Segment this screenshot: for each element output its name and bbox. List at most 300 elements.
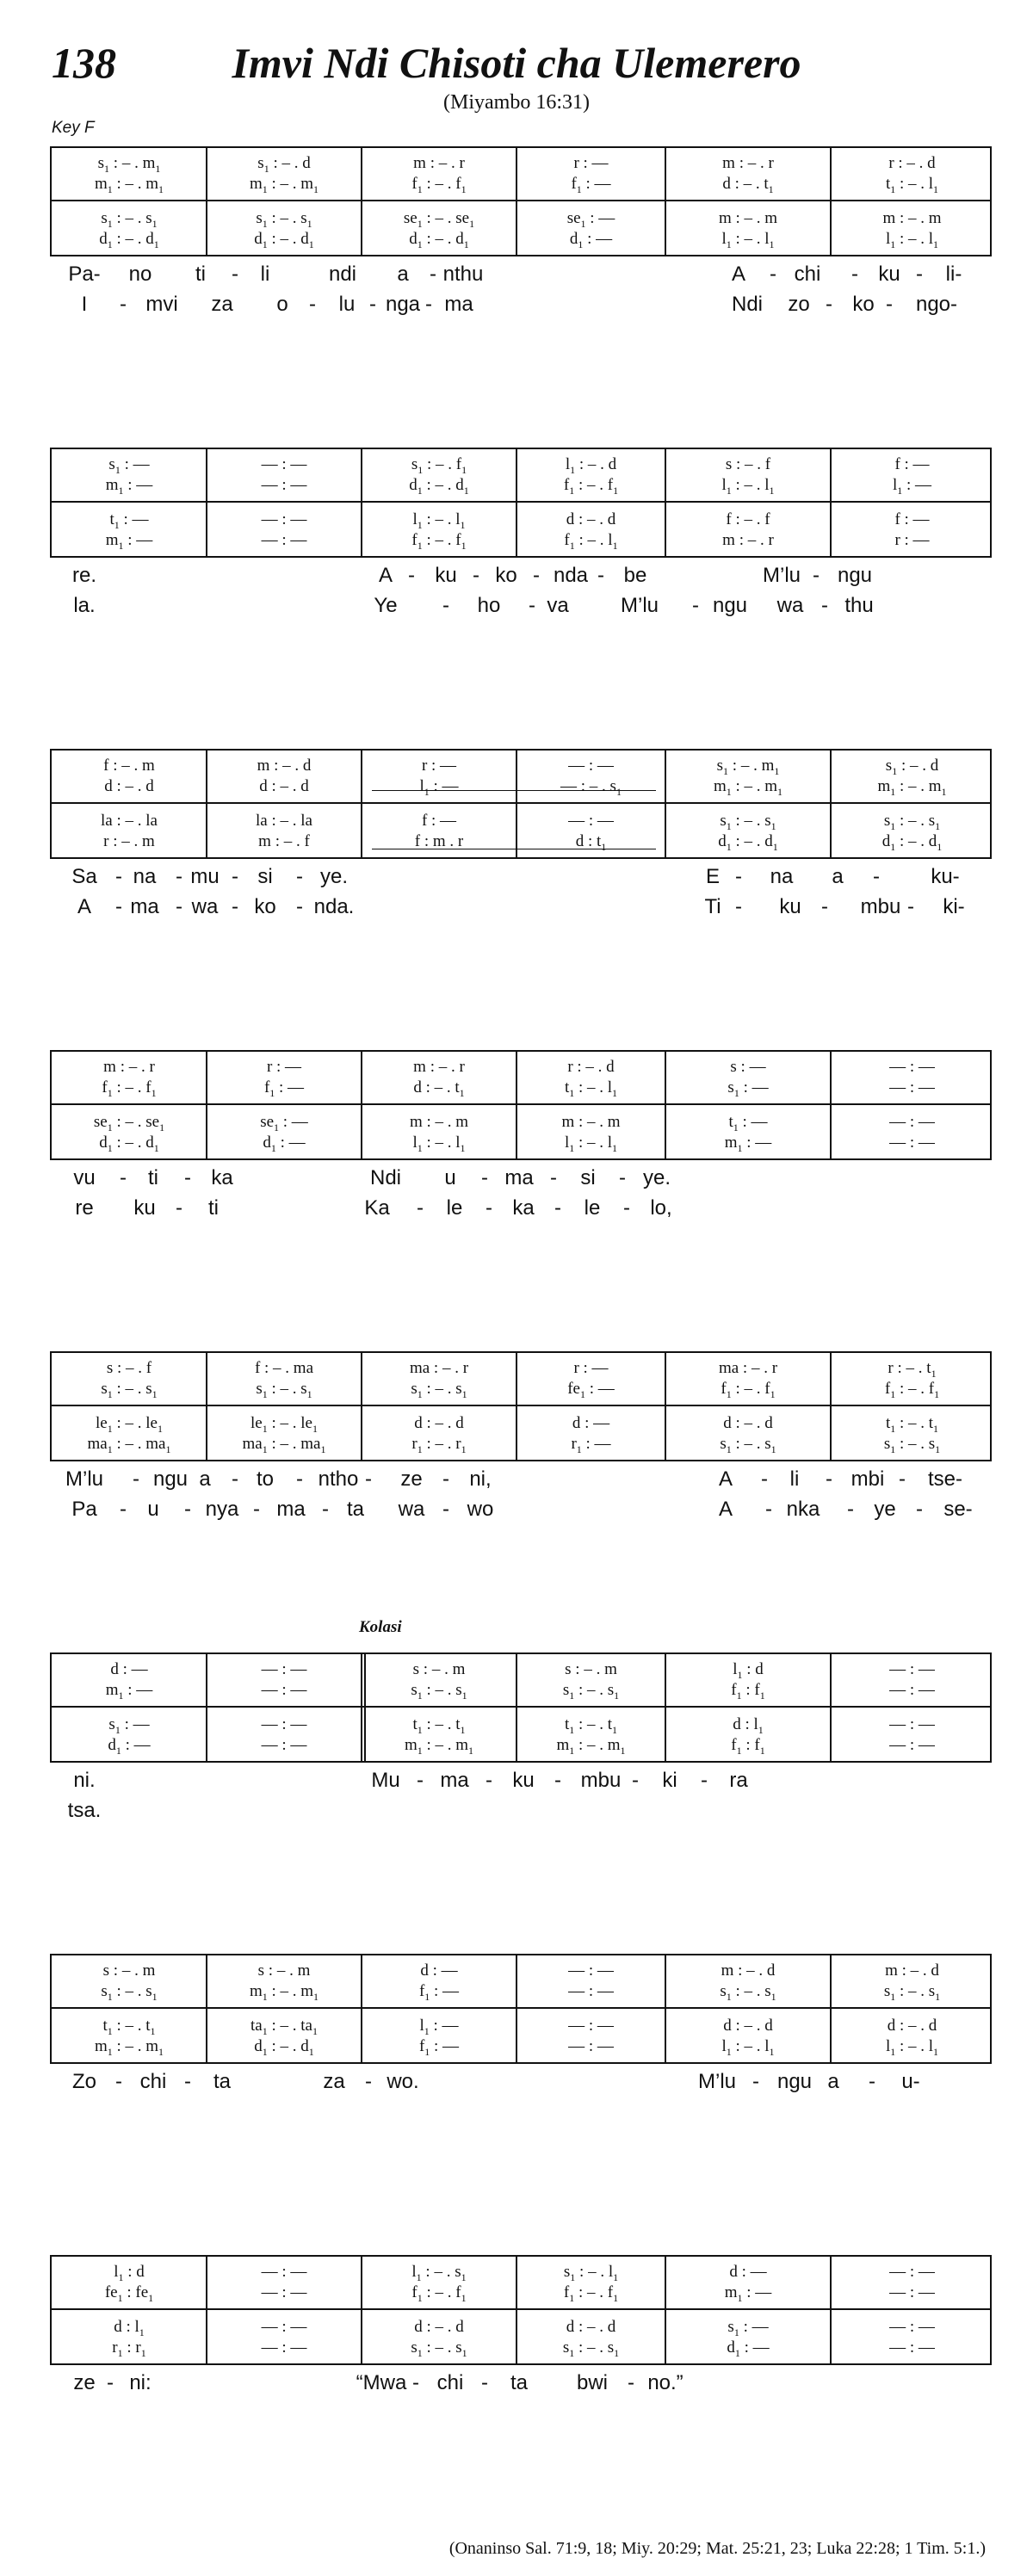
treble-stave [52, 1052, 990, 1105]
measure [665, 2011, 831, 2062]
lyric-syllable: a [397, 263, 409, 286]
hymn-title: Imvi Ndi Chisoti cha Ulemerero [232, 39, 801, 87]
syllable-hyphen: - [232, 263, 238, 286]
tenor-notes: d : $l_1$ [114, 2318, 145, 2338]
syllable-hyphen: - [821, 895, 828, 918]
lyric-syllable: ma [276, 1498, 306, 1521]
lyric-syllable: nya [205, 1498, 239, 1521]
lyric-syllable: wa [191, 895, 219, 918]
lyric-syllable: M’lu [620, 594, 659, 617]
soprano-notes: — : — [568, 757, 614, 775]
lyric-syllable: A [77, 895, 92, 918]
measure [362, 1052, 516, 1103]
lyric-syllable: ku [512, 1769, 535, 1792]
lyric-syllable: se- [943, 1498, 973, 1521]
tenor-notes: — : — [261, 2318, 307, 2336]
bass-notes: $l_1$ : – . $l_1$ [564, 1134, 618, 1154]
bass-stave [52, 504, 990, 556]
syllable-hyphen: - [442, 1498, 449, 1521]
lyric-syllable: na [133, 865, 157, 888]
lyric-syllable: ma [444, 293, 473, 316]
lyric-line-1 [50, 865, 992, 891]
lyric-syllable: ni, [469, 1467, 492, 1491]
measure [665, 751, 831, 802]
soprano-notes: d : — [110, 1660, 148, 1678]
tenor-notes: $s_1$ : – . $s_1$ [720, 812, 776, 832]
syllable-hyphen: - [322, 1498, 329, 1521]
music-system-5 [50, 1351, 992, 1461]
alto-notes: $fe_1$ : — [567, 1380, 615, 1400]
soprano-notes: d : — [729, 2263, 767, 2281]
soprano-notes: s : – . m [102, 1961, 156, 1980]
lyric-syllable: wo [467, 1498, 494, 1521]
lyric-syllable: o [276, 293, 288, 316]
measure [52, 1709, 207, 1761]
alto-notes: $f_1$ : – . $f_1$ [563, 476, 619, 497]
bass-notes: $m_1$ : – . $m_1$ [404, 1736, 474, 1757]
measure [207, 1353, 362, 1405]
alto-notes: — : — [261, 1681, 307, 1699]
tenor-notes: — : — [261, 510, 307, 528]
bass-notes: $l_1$ : – . $l_1$ [721, 230, 775, 250]
barline [361, 148, 362, 255]
soprano-notes: m : – . d [885, 1961, 939, 1980]
measure [207, 1709, 362, 1761]
lyric-syllable: Ye [374, 594, 398, 617]
lyric-line-2 [50, 1799, 992, 1825]
syllable-hyphen: - [813, 564, 820, 587]
bass-notes: $f_1$ : $f_1$ [731, 1736, 765, 1757]
lyric-line-2 [50, 895, 992, 921]
tenor-notes: — : — [568, 812, 614, 830]
syllable-hyphen: - [107, 2371, 114, 2394]
measure [516, 1353, 665, 1405]
barline [361, 751, 362, 857]
alto-notes: $f_1$ : $f_1$ [731, 1681, 765, 1702]
barline [665, 1654, 666, 1761]
tenor-notes: la : – . la [256, 812, 312, 830]
measure [665, 1408, 831, 1460]
tie-line [372, 790, 656, 791]
lyric-syllable: mu [190, 865, 220, 888]
tenor-notes: d : – . d [566, 510, 616, 528]
tenor-notes: d : – . d [723, 1414, 773, 1432]
soprano-notes: s : – . f [106, 1359, 152, 1377]
lyric-syllable: u- [901, 2070, 920, 2093]
bass-notes: m : – . r [722, 531, 774, 549]
measure [52, 1353, 207, 1405]
lyric-syllable: ku [779, 895, 801, 918]
measure [516, 1408, 665, 1460]
tenor-notes: d : — [572, 1414, 610, 1432]
measure [665, 1654, 831, 1706]
soprano-notes: r : — [573, 1359, 609, 1377]
measure [831, 1654, 993, 1706]
bass-notes: $f_1$ : — [418, 2037, 460, 2058]
soprano-notes: m : – . r [722, 154, 774, 172]
alto-notes: $s_1$ : – . $s_1$ [720, 1982, 776, 2003]
tenor-notes: $t_1$ : – . $t_1$ [102, 2017, 156, 2037]
measure [362, 751, 516, 802]
soprano-notes: f : – . ma [254, 1359, 314, 1377]
measure [52, 1408, 207, 1460]
syllable-hyphen: - [473, 564, 479, 587]
soprano-notes: — : — [889, 2263, 935, 2281]
lyric-syllable: E [705, 865, 721, 888]
lyric-syllable: tse- [927, 1467, 963, 1491]
measure [52, 1955, 207, 2007]
treble-stave [52, 449, 990, 503]
lyric-syllable: no [128, 263, 152, 286]
measure [362, 2312, 516, 2363]
lyric-syllable: ma [130, 895, 159, 918]
lyric-syllable: ni. [73, 1769, 96, 1792]
alto-notes: $s_1$ : – . $s_1$ [883, 1982, 941, 2003]
bass-stave [52, 1408, 990, 1460]
lyric-syllable: I [81, 293, 88, 316]
measure [516, 1955, 665, 2007]
lyric-syllable: ti [148, 1166, 158, 1189]
lyric-line-2 [50, 1196, 992, 1222]
measure [207, 148, 362, 200]
syllable-hyphen: - [826, 1467, 832, 1491]
tenor-notes: m : – . m [718, 209, 778, 227]
measure [207, 203, 362, 255]
alto-notes: — : — [889, 1078, 935, 1096]
alto-notes: $f_1$ : – . $f_1$ [411, 175, 467, 195]
barline [665, 1052, 666, 1158]
measure [831, 203, 993, 255]
syllable-hyphen: - [120, 1166, 127, 1189]
measure [52, 203, 207, 255]
soprano-notes: $s_1$ : – . d [885, 757, 939, 777]
syllable-hyphen: - [232, 865, 238, 888]
lyric-syllable: va [547, 594, 569, 617]
syllable-hyphen: - [425, 293, 432, 316]
alto-notes: $f_1$ : — [571, 175, 611, 195]
measure [52, 504, 207, 556]
lyric-syllable: ti [195, 263, 206, 286]
lyric-syllable: ra [729, 1769, 748, 1792]
lyric-syllable: ngu [152, 1467, 189, 1491]
soprano-notes: s : – . f [725, 455, 771, 473]
lyric-syllable: nda. [313, 895, 355, 918]
barline [830, 1353, 832, 1460]
syllable-hyphen: - [869, 2070, 875, 2093]
lyric-syllable: re. [71, 564, 97, 587]
measure [362, 2011, 516, 2062]
treble-stave [52, 1654, 990, 1708]
lyric-syllable: a [827, 2070, 839, 2093]
barline [206, 148, 207, 255]
measure [665, 2257, 831, 2308]
soprano-notes: — : — [261, 1660, 307, 1678]
measure [665, 1353, 831, 1405]
lyric-syllable: Pa [71, 1498, 97, 1521]
syllable-hyphen: - [184, 2070, 191, 2093]
barline [361, 1052, 362, 1158]
alto-notes: $f_1$ : — [418, 1982, 460, 2003]
tenor-notes: $t_1$ : — [728, 1113, 768, 1134]
bass-notes: — : — [261, 2338, 307, 2357]
soprano-notes: d : — [420, 1961, 458, 1980]
syllable-hyphen: - [481, 2371, 488, 2394]
barline [665, 1353, 666, 1460]
lyric-line-1 [50, 1769, 992, 1795]
tenor-notes: $ta_1$ : – . $ta_1$ [251, 2017, 318, 2037]
syllable-hyphen: - [735, 895, 742, 918]
bass-notes: $r_1$ : — [571, 1435, 611, 1455]
bass-notes: $l_1$ : – . $l_1$ [885, 230, 939, 250]
soprano-notes: r : – . d [567, 1058, 615, 1076]
alto-notes: $f_1$ : — [263, 1078, 305, 1099]
alto-notes: d : – . $t_1$ [413, 1078, 465, 1099]
measure [362, 1955, 516, 2007]
lyric-syllable: chi [794, 263, 821, 286]
barline [206, 1654, 207, 1761]
measure [207, 504, 362, 556]
bass-notes: — : — [568, 2037, 614, 2055]
measure [516, 751, 665, 802]
music-system-6 [50, 1652, 992, 1763]
tenor-notes: $se_1$ : – . $se_1$ [93, 1113, 165, 1134]
lyric-line-2 [50, 1498, 992, 1523]
measure [362, 148, 516, 200]
lyric-syllable: la. [73, 594, 96, 617]
syllable-hyphen: - [408, 564, 415, 587]
measure [516, 1052, 665, 1103]
lyric-syllable: Sa [71, 865, 97, 888]
alto-notes: $m_1$ : — [105, 476, 153, 497]
soprano-notes: $l_1$ : d [114, 2263, 145, 2283]
lyric-syllable: M’lu [65, 1467, 104, 1491]
alto-notes: $m_1$ : – . $m_1$ [94, 175, 164, 195]
tenor-notes: $le_1$ : – . $le_1$ [251, 1414, 318, 1435]
lyric-syllable: re [75, 1196, 94, 1220]
barline [830, 1654, 832, 1761]
lyric-syllable: li- [945, 263, 962, 286]
lyric-syllable: to [256, 1467, 275, 1491]
lyric-syllable: no.” [647, 2371, 684, 2394]
syllable-hyphen: - [761, 1467, 768, 1491]
soprano-notes: m : – . r [413, 154, 465, 172]
syllable-hyphen: - [232, 895, 238, 918]
alto-notes: $l_1$ : — [419, 777, 459, 798]
measure [831, 1353, 993, 1405]
measure [665, 2312, 831, 2363]
syllable-hyphen: - [550, 1166, 557, 1189]
soprano-notes: r : — [573, 154, 609, 172]
tenor-notes: m : – . m [882, 209, 942, 227]
lyric-syllable: bwi [576, 2371, 609, 2394]
measure [831, 449, 993, 501]
tenor-notes: $s_1$ : – . $s_1$ [883, 812, 941, 832]
syllable-hyphen: - [554, 1196, 561, 1220]
lyric-syllable: mvi [145, 293, 178, 316]
syllable-hyphen: - [529, 594, 535, 617]
lyric-syllable: ze [400, 1467, 423, 1491]
measure [831, 504, 993, 556]
tenor-notes: $se_1$ : — [566, 209, 615, 230]
alto-notes: $t_1$ : – . $l_1$ [885, 175, 939, 195]
measure [207, 1408, 362, 1460]
alto-notes: $m_1$ : — [724, 2283, 772, 2304]
bass-stave [52, 2312, 990, 2363]
syllable-hyphen: - [309, 293, 316, 316]
lyric-syllable: za [211, 293, 233, 316]
alto-notes: $t_1$ : – . $l_1$ [564, 1078, 618, 1099]
lyric-syllable: u [147, 1498, 159, 1521]
barline [516, 449, 517, 556]
alto-notes: — : — [261, 2283, 307, 2301]
music-system-4 [50, 1050, 992, 1160]
alto-notes: $l_1$ : — [892, 476, 932, 497]
bass-notes: $s_1$ : – . $s_1$ [883, 1435, 941, 1455]
syllable-hyphen: - [296, 895, 303, 918]
measure [362, 1353, 516, 1405]
barline [665, 751, 666, 857]
measure [516, 2257, 665, 2308]
lyric-syllable: “Mwa [356, 2371, 407, 2394]
barline [361, 449, 362, 556]
syllable-hyphen: - [554, 1769, 561, 1792]
measure [665, 1955, 831, 2007]
tenor-notes: d : $l_1$ [733, 1715, 764, 1736]
measure [207, 1654, 362, 1706]
alto-notes: — : – . $s_1$ [560, 777, 622, 798]
soprano-notes: $s_1$ : – . $m_1$ [97, 154, 161, 175]
lyric-line-2 [50, 293, 992, 318]
syllable-hyphen: - [735, 865, 742, 888]
lyric-syllable: ye. [319, 865, 349, 888]
soprano-notes: r : – . $t_1$ [888, 1359, 937, 1380]
bass-notes: — : — [889, 2338, 935, 2357]
lyric-syllable: Pa- [68, 263, 101, 286]
tenor-notes: d : – . d [723, 2017, 773, 2035]
tenor-notes: $t_1$ : — [109, 510, 149, 531]
tenor-notes: la : – . la [101, 812, 158, 830]
measure [52, 148, 207, 200]
measure [362, 1408, 516, 1460]
syllable-hyphen: - [184, 1166, 191, 1189]
bass-notes: d : $t_1$ [575, 832, 607, 853]
measure [362, 1107, 516, 1158]
lyric-syllable: lu [338, 293, 356, 316]
syllable-hyphen: - [417, 1769, 424, 1792]
lyric-syllable: wa [776, 594, 804, 617]
tenor-notes: $s_1$ : — [108, 1715, 150, 1736]
soprano-notes: m : – . d [721, 1961, 776, 1980]
double-barline [361, 1654, 366, 1761]
measure [665, 148, 831, 200]
measure [665, 203, 831, 255]
measure [516, 203, 665, 255]
soprano-notes: s : — [730, 1058, 766, 1076]
syllable-hyphen: - [120, 293, 127, 316]
measure [516, 2312, 665, 2363]
syllable-hyphen: - [120, 1498, 127, 1521]
bass-stave [52, 203, 990, 255]
lyric-line-1 [50, 263, 992, 288]
tenor-notes: — : — [261, 1715, 307, 1733]
syllable-hyphen: - [296, 1467, 303, 1491]
measure [665, 1107, 831, 1158]
soprano-notes: $l_1$ : d [733, 1660, 764, 1681]
soprano-notes: — : — [889, 1660, 935, 1678]
tenor-notes: d : – . d [414, 1414, 464, 1432]
lyric-syllable: u [444, 1166, 456, 1189]
measure [207, 2312, 362, 2363]
bass-notes: $d_1$ : – . $d_1$ [99, 1134, 159, 1154]
chorus-label: Kolasi [359, 1618, 402, 1636]
measure [831, 2257, 993, 2308]
syllable-hyphen: - [412, 2371, 419, 2394]
lyric-syllable: ma [504, 1166, 534, 1189]
syllable-hyphen: - [916, 263, 923, 286]
lyric-syllable: zo [788, 293, 810, 316]
measure [52, 1052, 207, 1103]
syllable-hyphen: - [176, 1196, 182, 1220]
tenor-notes: $se_1$ : — [260, 1113, 308, 1134]
barline [361, 2257, 362, 2363]
alto-notes: $m_1$ : – . $m_1$ [249, 175, 319, 195]
barline [516, 1955, 517, 2062]
lyric-line-1 [50, 2070, 992, 2096]
soprano-notes: — : — [261, 2263, 307, 2281]
lyric-syllable: thu [844, 594, 874, 617]
barline [206, 1955, 207, 2062]
syllable-hyphen: - [430, 263, 436, 286]
tenor-notes: d : – . d [566, 2318, 616, 2336]
alto-notes: $m_1$ : – . $m_1$ [249, 1982, 319, 2003]
footer-references: (Onaninso Sal. 71:9, 18; Miy. 20:29; Mat. 25:21, 23; Luka 22:28; 1 Tim. 5:1.) [448, 2539, 986, 2558]
lyric-syllable: Ka [364, 1196, 390, 1220]
lyric-syllable: A [718, 1467, 733, 1491]
measure [516, 504, 665, 556]
lyric-syllable: za [323, 2070, 345, 2093]
barline [830, 2257, 832, 2363]
alto-notes: d : – . d [104, 777, 154, 795]
lyric-syllable: ngu [837, 564, 873, 587]
lyric-syllable: Mu [371, 1769, 400, 1792]
measure [207, 449, 362, 501]
bass-notes: $d_1$ : – . $d_1$ [718, 832, 778, 853]
lyric-syllable: vu [73, 1166, 96, 1189]
lyric-syllable: Ndi [731, 293, 764, 316]
measure [52, 1654, 207, 1706]
bass-notes: $ma_1$ : – . $ma_1$ [87, 1435, 171, 1455]
music-system-2 [50, 448, 992, 558]
lyric-syllable: nda [553, 564, 589, 587]
syllable-hyphen: - [365, 1467, 372, 1491]
bass-notes: $s_1$ : – . $s_1$ [562, 2338, 620, 2359]
measure [831, 806, 993, 857]
barline [516, 1353, 517, 1460]
alto-notes: $f_1$ : – . $f_1$ [563, 2283, 619, 2304]
alto-notes: — : — [568, 1982, 614, 2000]
lyric-syllable: ku [435, 564, 457, 587]
lyric-syllable: ku [133, 1196, 156, 1220]
measure [516, 806, 665, 857]
lyric-syllable: ngu [712, 594, 748, 617]
alto-notes: $s_1$ : – . $s_1$ [411, 1380, 467, 1400]
measure [831, 1955, 993, 2007]
barline [830, 1052, 832, 1158]
alto-notes: $f_1$ : – . $f_1$ [102, 1078, 157, 1099]
lyric-syllable: le [584, 1196, 601, 1220]
lyric-syllable: ta [346, 1498, 365, 1521]
alto-notes: $f_1$ : – . $f_1$ [411, 2283, 467, 2304]
